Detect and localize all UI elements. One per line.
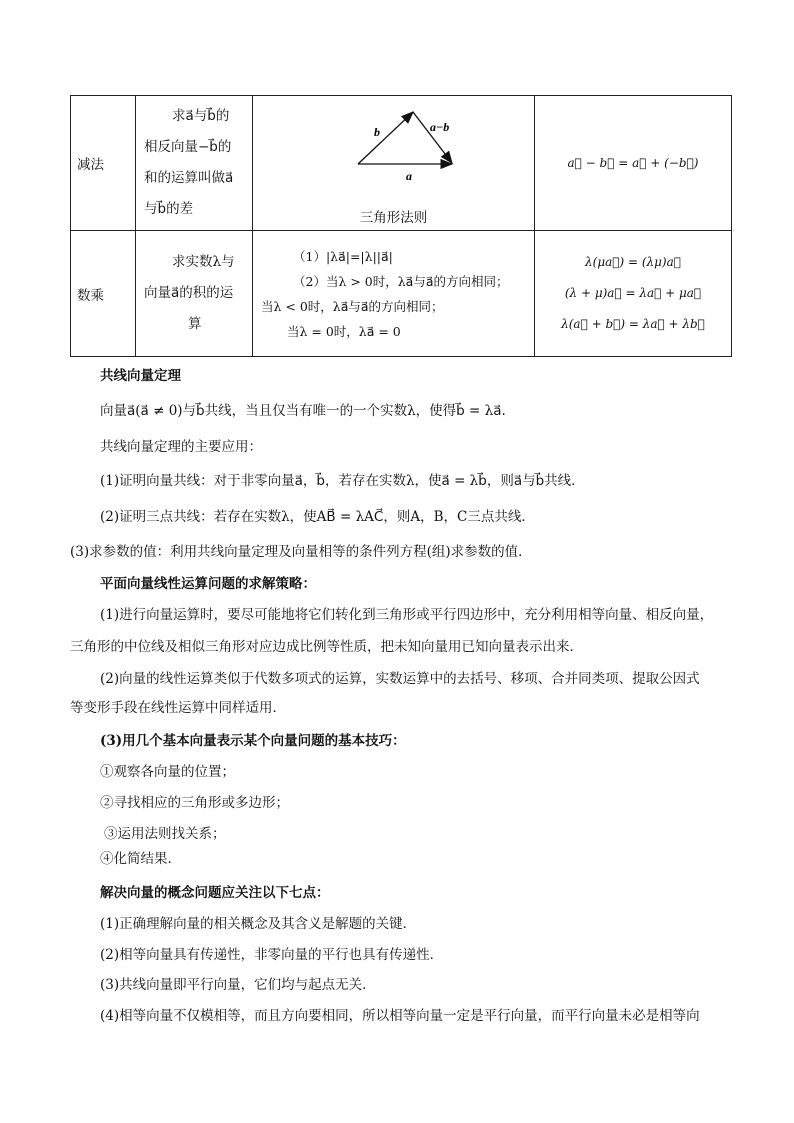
concept-2: (2)相等向量具有传递性，非零向量的平行也具有传递性． xyxy=(100,947,444,963)
collinear-theorem: 向量a⃗(a⃗ ≠ 0)与b⃗共线，当且仅当有唯一的一个实数λ，使得b⃗ = λa⃗. xyxy=(100,403,506,419)
subtraction-law: a⃗ − b⃗ = a⃗ + (−b⃗) xyxy=(535,96,732,231)
scalar-name: 数乘 xyxy=(71,231,136,357)
scalar-rule: （2）当λ > 0时，λa⃗与a⃗的方向相同； xyxy=(293,273,509,289)
tip-2: ②寻找相应的三角形或多边形； xyxy=(100,795,289,811)
subtraction-desc-line: 和的运算叫做a⃗ xyxy=(144,170,234,186)
scalar-laws-cell xyxy=(535,231,732,357)
operations-table xyxy=(70,95,722,355)
label-a-minus-b: a−b xyxy=(430,120,450,134)
subtraction-desc-line: 相反向量−b⃗的 xyxy=(144,139,232,155)
label-b: b xyxy=(374,125,380,139)
concept-1: (1)正确理解向量的相关概念及其含义是解题的关键． xyxy=(100,916,417,932)
scalar-law: (λ + μ)a⃗ = λa⃗ + μa⃗ xyxy=(564,286,702,300)
tip-3: ③运用法则找关系； xyxy=(104,826,226,842)
collinear-apps-title: 共线向量定理的主要应用： xyxy=(100,439,262,455)
scalar-rule: 当λ < 0时，λa⃗与a⃗的方向相同； xyxy=(261,298,444,314)
scalar-law: λ(μa⃗) = (λμ)a⃗ xyxy=(585,255,681,269)
triangle-rule-caption: 三角形法则 xyxy=(359,210,428,226)
scalar-law: λ(a⃗ + b⃗) = λa⃗ + λb⃗ xyxy=(561,317,705,331)
concept-title: 解决向量的概念问题应关注以下七点： xyxy=(100,885,330,901)
strategy-1-line-b: 三角形的中位线及相似三角形对应边成比例等性质，把未知向量用已知向量表示出来． xyxy=(70,639,583,655)
scalar-description xyxy=(136,231,253,357)
scalar-rule: （1）|λa⃗|=|λ||a⃗| xyxy=(293,248,393,264)
scalar-rules-cell xyxy=(253,231,535,357)
subtraction-desc-line: 与b⃗的差 xyxy=(144,201,194,217)
scalar-desc-line: 向量a⃗的积的运 xyxy=(144,285,234,301)
strategy-1-line-a: (1)进行向量运算时，要尽可能地将它们转化到三角形或平行四边形中，充分利用相等向量、相反向量， xyxy=(100,607,714,623)
scalar-desc-line: 算 xyxy=(188,316,202,332)
strategy-title: 平面向量线性运算问题的求解策略： xyxy=(100,576,316,592)
tip-4: ④化简结果. xyxy=(100,851,172,867)
collinear-app-1: (1)证明向量共线：对于非零向量a⃗，b⃗，若存在实数λ，使a⃗ = λb⃗，则a⃗与b⃗共线． xyxy=(100,473,585,489)
scalar-row xyxy=(71,231,732,357)
concept-4: (4)相等向量不仅模相等，而且方向要相同，所以相等向量一定是平行向量，而平行向量未必是相等向 xyxy=(100,1008,700,1024)
subtraction-desc-line: 求a⃗与b⃗的 xyxy=(172,108,230,124)
subtraction-description xyxy=(136,96,253,231)
collinear-app-3: (3)求参数的值：利用共线向量定理及向量相等的条件列方程(组)求参数的值． xyxy=(70,544,532,560)
strategy-3-title: (3)用几个基本向量表示某个向量问题的基本技巧： xyxy=(100,733,406,749)
scalar-rule: 当λ = 0时，λa⃗ = 0 xyxy=(287,323,401,339)
strategy-2-line-a: (2)向量的线性运算类似于代数多项式的运算，实数运算中的去括号、移项、合并同类项、提取公因式 xyxy=(100,671,700,687)
scalar-desc-line: 求实数λ与 xyxy=(172,254,235,270)
vector-b-arrow xyxy=(358,112,413,164)
tip-1: ①观察各向量的位置； xyxy=(100,764,235,780)
concept-3: (3)共线向量即平行向量，它们均与起点无关． xyxy=(100,977,376,993)
label-a: a xyxy=(406,169,412,183)
collinear-title: 共线向量定理 xyxy=(100,368,181,384)
subtraction-row xyxy=(71,96,732,231)
strategy-2-line-b: 等变形手段在线性运算中同样适用． xyxy=(70,700,286,716)
collinear-app-2: (2)证明三点共线：若存在实数λ，使AB⃗ = λAC⃗，则A，B，C三点共线． xyxy=(100,509,535,525)
triangle-figure-cell xyxy=(253,96,535,231)
subtraction-name: 减法 xyxy=(71,96,136,231)
